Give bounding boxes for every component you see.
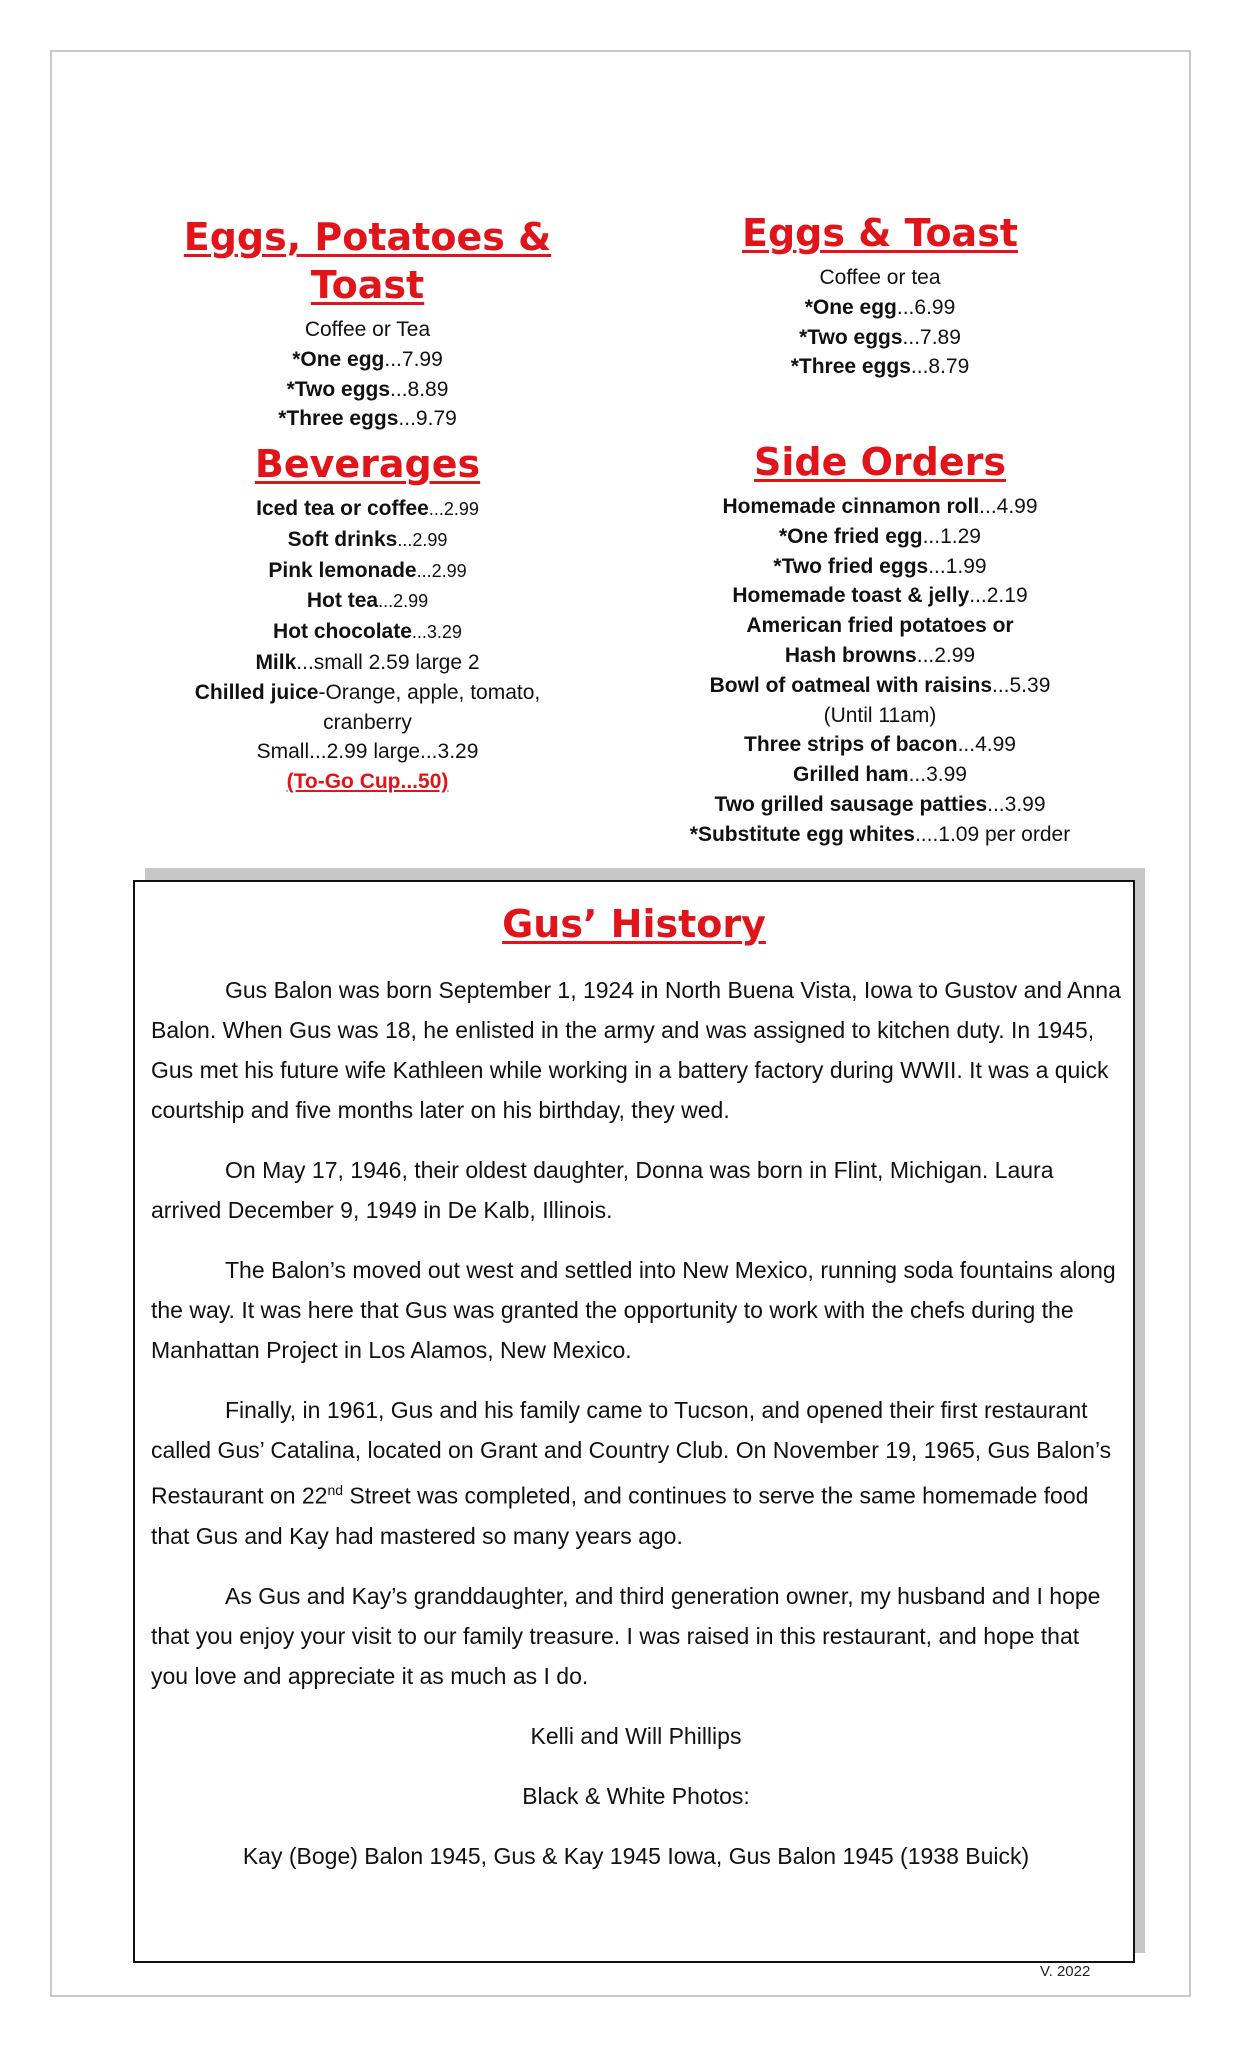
menu-item [660,352,1100,382]
menu-item [660,293,1100,323]
item-price: ...9.79 [398,407,457,431]
history-text: Street was completed, and continues to serve the same homemade food that Gus and Kay had mastered so many years ago. [151,1482,1089,1549]
juice-prices: Small...2.99 large...3.29 [256,740,479,764]
history-text: Finally, in 1961, Gus and his family came to Tucson, and opened their first restaurant called Gus’ Catalina, located on Grant and Country Club. On November 19, 1965, Gus Balon’s Restaurant on 22 [151,1397,1112,1509]
item-price: ...3.99 [987,792,1046,816]
section-title: Eggs, Potatoes & Toast [183,215,552,307]
item-price: ...small 2.59 large 2 [296,650,480,674]
item-name: *Substitute egg whites [689,822,915,846]
photos-list: Kay (Boge) Balon 1945, Gus & Kay 1945 Iowa, Gus Balon 1945 (1938 Buick) [242,1842,1030,1869]
menu-item [620,760,1140,790]
menu-item [140,494,595,525]
item-price: ...2.99 [416,560,467,581]
item-name: Chilled juice [194,680,319,704]
item-name: Bowl of oatmeal with raisins [709,673,992,697]
beverages-section [140,440,595,797]
item-name: *Three eggs [790,355,911,379]
menu-item [620,641,1140,671]
item-name: Soft drinks [287,527,398,551]
history-paragraph [151,1390,1121,1556]
menu-item [660,323,1100,353]
item-name: *Two fried eggs [773,554,929,578]
version-label: V. 2022 [1040,1963,1091,1980]
eggs-toast-section [660,209,1100,382]
item-price: ...2.99 [378,591,429,612]
item-price: ...7.89 [902,325,961,349]
item-name: Iced tea or coffee [256,497,429,520]
section-title: Eggs & Toast [742,211,1018,255]
item-price: ...2.99 [428,499,479,519]
menu-item [140,556,595,587]
history-paragraph: Gus Balon was born September 1, 1924 in North Buena Vista, Iowa to Gustov and Anna Balon. When Gus was 18, he enlisted in the army and was assigned to kitchen duty. In 1945, Gus met his future wife Kathleen while working in a battery factory during WWII. It was a quick courtship and five months later on his birthday, they wed. [151,977,1121,1123]
togo-cup-note: (To-Go Cup...50) [286,770,449,794]
item-name: *Two eggs [286,377,391,401]
menu-item [140,404,595,434]
history-paragraph: As Gus and Kay’s granddaughter, and third generation owner, my husband and I hope that you enjoy your visit to our family treasure. I was raised in this restaurant, and hope that you love and appreciate it as much as I do. [151,1582,1101,1689]
item-price: ...3.99 [908,763,967,787]
item-name: *One egg [804,295,897,319]
menu-item [140,525,595,556]
item-price: ...7.99 [384,347,443,371]
item-name: Hot tea [306,589,379,613]
menu-item [620,492,1140,522]
item-desc-continued: cranberry [323,710,412,734]
item-name: *One fried egg [779,524,923,548]
item-name: Grilled ham [793,763,909,787]
menu-item [620,522,1140,552]
item-name: *One egg [292,347,385,371]
menu-item [620,581,1140,611]
item-name: Hash browns [784,643,917,667]
item-name: Three strips of bacon [744,733,958,757]
item-desc: -Orange, apple, tomato, [318,680,541,704]
item-name: Hot chocolate [273,620,412,644]
ordinal-suffix: nd [327,1482,344,1498]
item-name: *Two eggs [799,325,903,349]
section-title: Side Orders [754,440,1006,484]
item-name: Homemade cinnamon roll [722,495,980,518]
item-name: Pink lemonade [268,558,417,582]
menu-item [620,790,1140,820]
eggs-potatoes-toast-section [140,213,595,434]
item-price: ...1.29 [922,524,981,548]
item-price: ...2.19 [969,584,1028,608]
item-name: *Three eggs [278,407,399,431]
section-note: Coffee or tea [819,266,941,289]
item-price: ...1.99 [928,554,987,578]
item-price: ...5.39 [992,673,1051,697]
item-price: ...8.89 [390,377,449,401]
menu-item [620,730,1140,760]
menu-item [140,617,595,648]
section-note: Coffee or Tea [304,318,431,341]
item-name: Homemade toast & jelly [732,584,970,608]
history-title: Gus’ History [502,902,766,946]
item-name: Milk [255,650,297,674]
item-price: ...4.99 [979,495,1038,518]
menu-item [620,671,1140,701]
item-name: Two grilled sausage patties [714,792,988,816]
section-title: Beverages [254,442,481,486]
item-price: ...3.29 [411,622,462,643]
photos-label: Black & White Photos: [522,1782,750,1809]
menu-item-note [620,701,1140,731]
menu-item [140,586,595,617]
menu-item [140,678,595,708]
menu-item [620,611,1140,641]
menu-item [140,375,595,405]
menu-item [620,552,1140,582]
history-paragraph: On May 17, 1946, their oldest daughter, Donna was born in Flint, Michigan. Laura arrived December 9, 1949 in De Kalb, Illinois. [151,1157,1054,1223]
item-price: ...8.79 [910,355,970,379]
side-orders-section [620,438,1140,850]
item-price: ....1.09 per order [914,822,1071,846]
item-price: ...4.99 [957,733,1016,757]
item-price: ...2.99 [397,529,448,550]
item-price: (Until 11am) [823,703,937,727]
item-price: ...2.99 [916,643,976,667]
history-paragraph: The Balon’s moved out west and settled into New Mexico, running soda fountains along the way. It was here that Gus was granted the opportunity to work with the chefs during the Manhattan Project in Los Alamos, New Mexico. [151,1257,1116,1363]
history-body [151,970,1121,1896]
menu-item [140,648,595,678]
item-name: American fried potatoes or [746,614,1014,638]
history-box [133,880,1135,1963]
signature: Kelli and Will Phillips [530,1722,742,1749]
menu-item [620,820,1140,850]
menu-item [140,345,595,375]
item-price: ...6.99 [896,295,956,319]
